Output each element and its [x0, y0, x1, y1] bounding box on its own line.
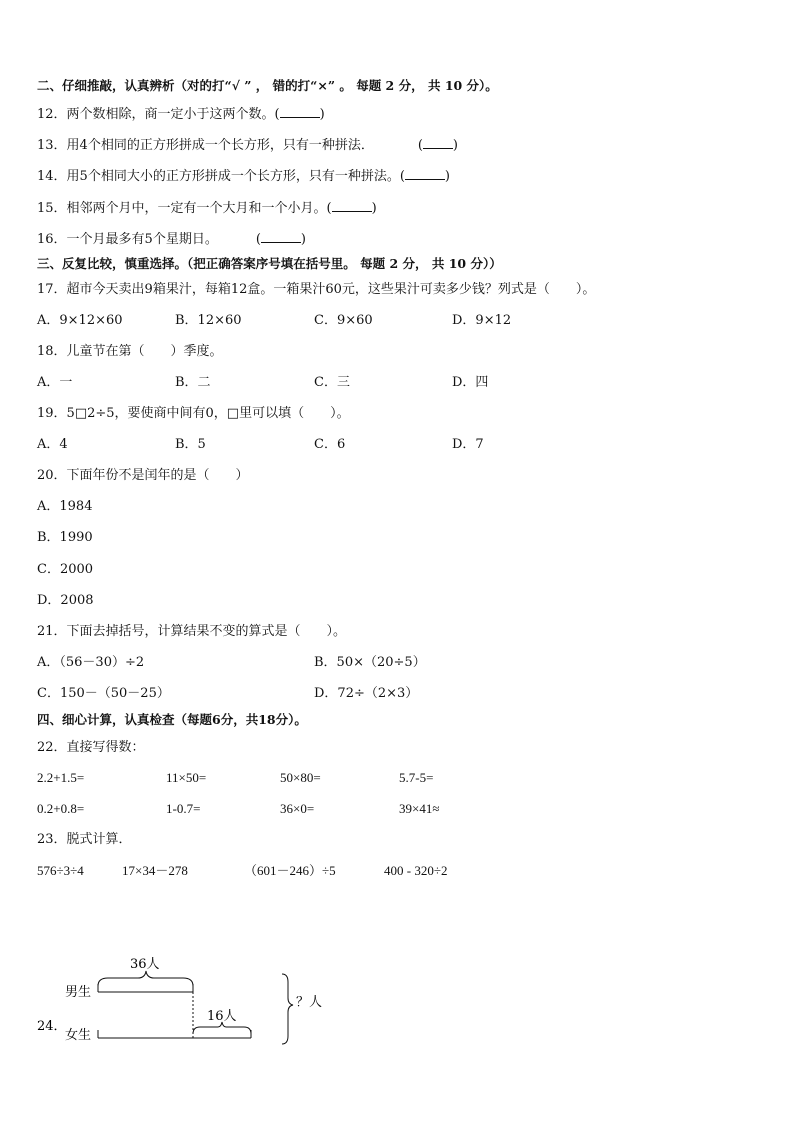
q23-expression: （601－246）÷5	[244, 863, 336, 878]
question-16-text: 16．一个月最多有5个星期日。	[37, 232, 218, 247]
q18-option-b[interactable]: B．二	[175, 375, 211, 390]
boys-count: 36人	[130, 957, 160, 972]
q22-expression: 50×80=	[280, 770, 321, 785]
q22-expression: 36×0=	[280, 801, 315, 816]
q20-option-a[interactable]: A．1984	[37, 499, 93, 514]
answer-blank-14[interactable]	[405, 167, 445, 180]
q21-option-c[interactable]: C．150－（50－25）	[37, 686, 170, 701]
q21-option-a[interactable]: A．（56－30）÷2	[37, 655, 145, 670]
diff-count: 16人	[207, 1009, 237, 1024]
q17-option-c[interactable]: C．9×60	[314, 313, 373, 328]
q17-option-a[interactable]: A．9×12×60	[37, 313, 123, 328]
q23-expression: 576÷3÷4	[37, 863, 84, 878]
question-15-text: 15．相邻两个月中，一定有一个大月和一个小月。(	[37, 201, 332, 216]
question-13: 13．用4个相同的正方形拼成一个长方形，只有一种拼法． ( )	[37, 138, 458, 153]
q22-expression: 5.7-5=	[399, 770, 434, 785]
question-18: 18．儿童节在第（ ）季度。	[37, 344, 223, 359]
answer-blank-13[interactable]	[423, 136, 453, 149]
total-label: ？人	[296, 995, 323, 1010]
section-4-heading: 四、细心计算，认真检查（每题6分，共18分）。	[37, 712, 307, 727]
question-15: 15．相邻两个月中，一定有一个大月和一个小月。( )	[37, 201, 377, 216]
question-17: 17．超市今天卖出9箱果汁，每箱12盒。一箱果汁60元，这些果汁可卖多少钱？列式是（ ）。	[37, 282, 596, 297]
question-13-text: 13．用4个相同的正方形拼成一个长方形，只有一种拼法．	[37, 138, 374, 153]
question-19: 19．5□2÷5，要使商中间有0，□里可以填（ ）。	[37, 406, 350, 421]
q23-expression: 17×34－278	[122, 863, 188, 878]
question-16: 16．一个月最多有5个星期日。 ( )	[37, 232, 306, 247]
section-2-heading: 二、仔细推敲，认真辨析（对的打“√ ” ， 错的打“×” 。 每题 2 分， 共 10 分）。	[37, 78, 498, 93]
q19-option-a[interactable]: A．4	[37, 437, 68, 452]
q20-option-d[interactable]: D．2008	[37, 593, 94, 608]
q21-option-d[interactable]: D．72÷（2×3）	[314, 686, 419, 701]
q17-option-d[interactable]: D．9×12	[452, 313, 512, 328]
section-3-heading: 三、反复比较，慎重选择。（把正确答案序号填在括号里。 每题 2 分， 共 10 分））	[37, 256, 502, 271]
question-20: 20．下面年份不是闰年的是（ ）	[37, 468, 249, 483]
boys-label: 男生	[65, 985, 92, 1000]
q18-option-d[interactable]: D．四	[452, 375, 489, 390]
girls-label: 女生	[65, 1028, 92, 1043]
q22-expression: 2.2+1.5=	[37, 770, 85, 785]
answer-blank-15[interactable]	[332, 199, 372, 212]
q24-line-diagram	[0, 940, 400, 1060]
q23-expression: 400 - 320÷2	[384, 863, 448, 878]
q20-option-c[interactable]: C．2000	[37, 562, 94, 577]
q21-option-b[interactable]: B．50×（20÷5）	[314, 655, 426, 670]
question-23: 23．脱式计算．	[37, 832, 132, 847]
question-22: 22．直接写得数：	[37, 740, 145, 755]
q22-expression: 0.2+0.8=	[37, 801, 85, 816]
q19-option-c[interactable]: C．6	[314, 437, 346, 452]
q22-expression: 11×50=	[166, 770, 207, 785]
q20-option-b[interactable]: B．1990	[37, 530, 93, 545]
question-12-text: 12．两个数相除，商一定小于这两个数。(	[37, 107, 280, 122]
answer-blank-16[interactable]	[261, 230, 301, 243]
question-14-text: 14．用5个相同大小的正方形拼成一个长方形，只有一种拼法。(	[37, 169, 405, 184]
q17-option-b[interactable]: B．12×60	[175, 313, 242, 328]
question-12: 12．两个数相除，商一定小于这两个数。( )	[37, 107, 325, 122]
q19-option-b[interactable]: B．5	[175, 437, 206, 452]
q18-option-a[interactable]: A．一	[37, 375, 73, 390]
q22-expression: 39×41≈	[399, 801, 440, 816]
q24-number: 24．	[37, 1019, 67, 1034]
q19-option-d[interactable]: D．7	[452, 437, 484, 452]
q18-option-c[interactable]: C．三	[314, 375, 350, 390]
total-brace	[282, 974, 293, 1044]
answer-blank-12[interactable]	[280, 105, 320, 118]
q22-expression: 1-0.7=	[166, 801, 201, 816]
question-21: 21．下面去掉括号，计算结果不变的算式是（ ）。	[37, 624, 347, 639]
boys-brace	[98, 971, 193, 986]
question-14: 14．用5个相同大小的正方形拼成一个长方形，只有一种拼法。( )	[37, 169, 450, 184]
